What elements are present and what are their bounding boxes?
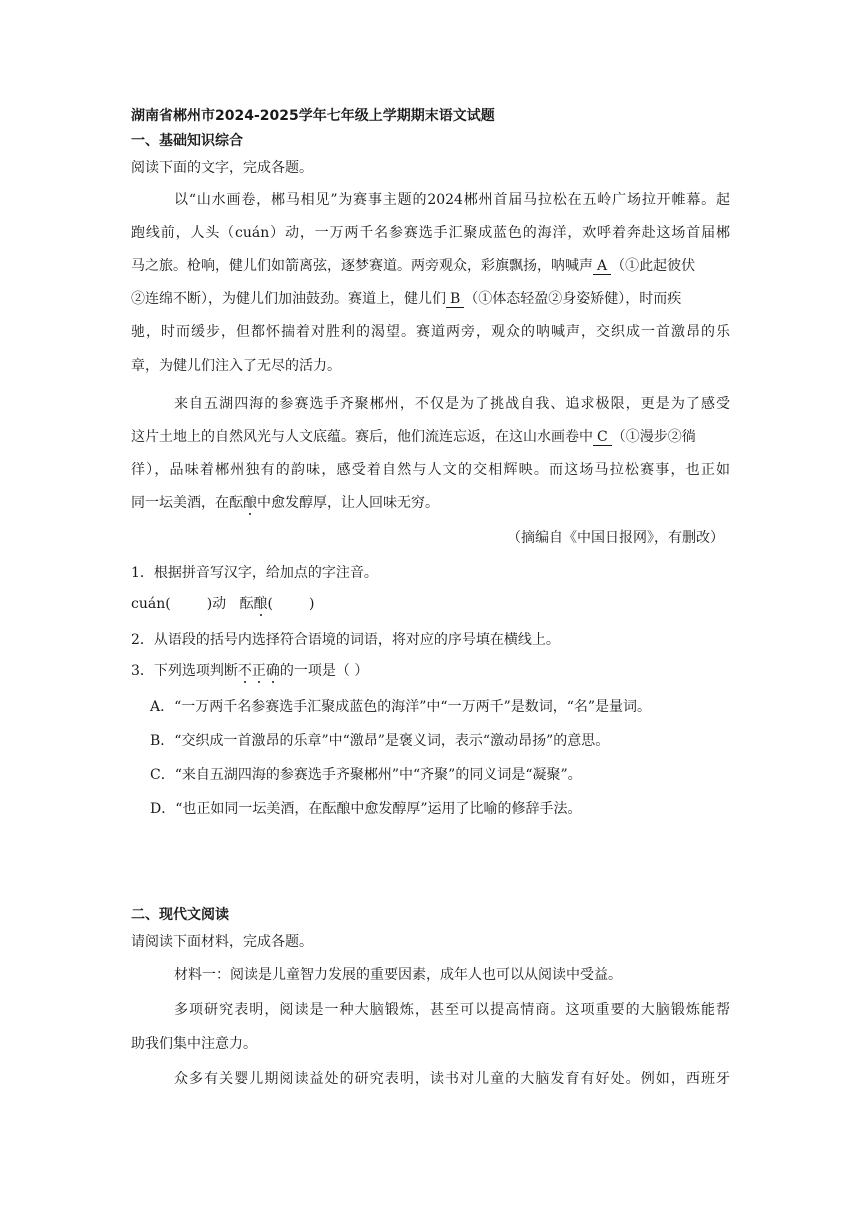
- pinyin-prompt: cuán(: [131, 596, 171, 612]
- paragraph-line: 多项研究表明，阅读是一种大脑锻炼，甚至可以提高情商。这项重要的大脑锻炼能帮: [174, 1002, 730, 1018]
- question-text: 3．下列选项判断: [131, 663, 238, 679]
- dotted-char: 酿: [243, 495, 257, 511]
- source-citation: （摘编自《中国日报网》，有删改）: [507, 530, 724, 546]
- question-2: 2．从语段的括号内选择符合语境的词语，将对应的序号填在横线上。: [131, 632, 560, 648]
- prompt-paren: (: [267, 596, 273, 612]
- question-text: 的一项是（ ）: [279, 663, 369, 679]
- paragraph-line: 助我们集中注意力。: [131, 1036, 257, 1052]
- answer-blank-a[interactable]: A: [593, 258, 611, 275]
- paragraph-line: 徉），品味着郴州独有的韵味，感受着自然与人文的交相辉映。而这场马拉松赛事，也正如: [131, 462, 730, 478]
- page-title: 湖南省郴州市2024-2025学年七年级上学期期末语文试题: [131, 108, 495, 124]
- paragraph-text: 这片土地上的自然风光与人文底蕴。赛后，他们流连忘返，在这山水画卷中: [131, 429, 593, 445]
- option-a[interactable]: A．“一万两千名参赛选手汇聚成蓝色的海洋”中“一万两千”是数词，“名”是量词。: [150, 699, 652, 715]
- section-heading-basics: 一、基础知识综合: [131, 133, 243, 149]
- question-1: 1．根据拼音写汉字，给加点的字注音。: [131, 565, 378, 581]
- paragraph-line: [131, 427, 696, 447]
- paragraph-line: 材料一：阅读是儿童智力发展的重要因素，成年人也可以从阅读中受益。: [174, 967, 622, 983]
- section-heading-reading: 二、现代文阅读: [131, 907, 229, 923]
- dotted-char: 酿: [253, 596, 268, 612]
- paragraph-text: ②连绵不断），为健儿们加油鼓劲。赛道上，健儿们: [131, 291, 446, 307]
- paragraph-line: 众多有关婴儿期阅读益处的研究表明，读书对儿童的大脑发育有好处。例如，西班牙: [174, 1071, 730, 1087]
- paragraph-line: [131, 493, 439, 513]
- prompt-suffix: )动: [206, 596, 227, 612]
- question-3: [131, 661, 368, 681]
- dotted-char: 正: [251, 663, 266, 679]
- word-prefix: 酝: [239, 596, 254, 612]
- paragraph-text: （①此起彼伏: [611, 258, 696, 274]
- dotted-char: 确: [265, 663, 280, 679]
- paragraph-text: 同一坛美酒，在酝: [131, 495, 243, 511]
- paragraph-line: 驰，时而缓步，但都怀揣着对胜利的渴望。赛道两旁，观众的呐喊声，交织成一首激昂的乐: [131, 324, 730, 340]
- question-1-answer-line: [131, 594, 314, 614]
- paragraph-line: 章，为健儿们注入了无尽的活力。: [131, 358, 341, 374]
- paragraph-line: 跑线前，人头（cuán）动，一万两千名参赛选手汇聚成蓝色的海洋，欢呼着奔赴这场首届郴: [131, 225, 730, 241]
- option-d[interactable]: D．“也正如同一坛美酒，在酝酿中愈发醇厚”运用了比喻的修辞手法。: [150, 801, 582, 817]
- paragraph-line: [131, 256, 695, 276]
- answer-blank-c[interactable]: C: [593, 429, 612, 446]
- paragraph-text: 中愈发醇厚，让人回味无穷。: [257, 495, 439, 511]
- paragraph-line: 以“山水画卷，郴马相见”为赛事主题的2024郴州首届马拉松在五岭广场拉开帷幕。起: [174, 192, 730, 208]
- option-b[interactable]: B．“交织成一首激昂的乐章”中“激昂”是褒义词，表示“激动昂扬”的意思。: [150, 733, 610, 749]
- paragraph-line: 来自五湖四海的参赛选手齐聚郴州，不仅是为了挑战自我、追求极限，更是为了感受: [174, 396, 730, 412]
- paragraph-text: （①体态轻盈②身姿矫健），时而疾: [464, 291, 682, 307]
- paragraph-line: [131, 289, 681, 309]
- prompt-paren: ): [308, 596, 315, 612]
- paragraph-text: 马之旅。枪响，健儿们如箭离弦，逐梦赛道。两旁观众，彩旗飘扬，呐喊声: [131, 258, 593, 274]
- dotted-char: 不: [237, 663, 252, 679]
- paragraph-text: （①漫步②徜: [611, 429, 696, 445]
- answer-blank-b[interactable]: B: [446, 291, 464, 308]
- option-c[interactable]: C．“来自五湖四海的参赛选手齐聚郴州”中“齐聚”的同义词是“凝聚”。: [150, 767, 582, 783]
- section-instruction: 阅读下面的文字，完成各题。: [131, 160, 313, 176]
- section-instruction: 请阅读下面材料，完成各题。: [131, 934, 313, 950]
